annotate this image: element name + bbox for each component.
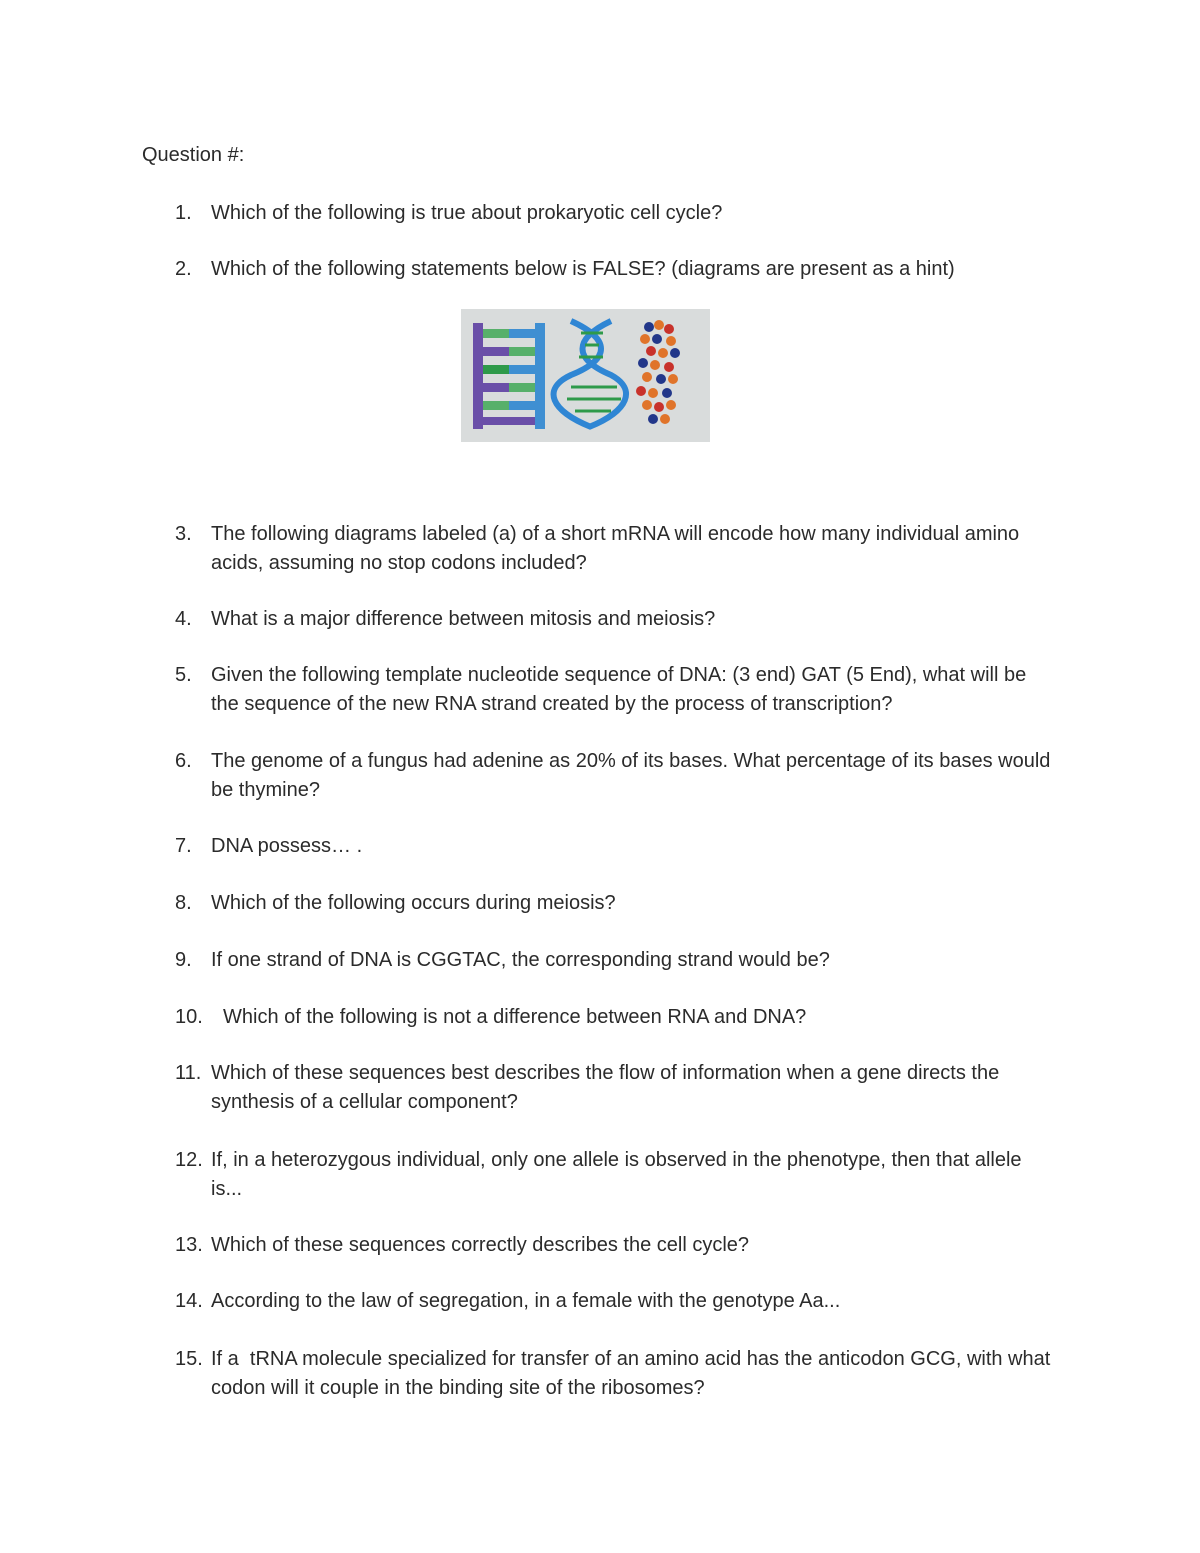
question-8	[175, 889, 1055, 918]
question-text: Given the following template nucleotide sequence of DNA: (3 end) GAT (5 End), what will be the sequence of the new RNA strand created by the process of transcription?	[211, 664, 1032, 715]
question-13	[175, 1231, 1055, 1260]
question-text: Which of these sequences best describes the flow of information when a gene directs the synthesis of a cellular component?	[211, 1062, 1005, 1113]
question-text: Which of the following is not a difference between RNA and DNA?	[223, 1006, 807, 1028]
question-text: If, in a heterozygous individual, only one allele is observed in the phenotype, then that allele is...	[211, 1149, 1028, 1200]
question-text: DNA possess… .	[211, 835, 363, 857]
question-number: 6.	[175, 750, 192, 772]
question-number: 10.	[175, 1006, 203, 1028]
question-text: The genome of a fungus had adenine as 20% of its bases. What percentage of its bases would be thymine?	[211, 750, 1056, 801]
question-2	[175, 255, 1055, 284]
page-heading: Question #:	[142, 144, 245, 166]
question-10	[175, 1003, 1055, 1032]
question-text: According to the law of segregation, in a female with the genotype Aa...	[211, 1290, 841, 1312]
question-number: 13.	[175, 1234, 203, 1256]
question-number: 2.	[175, 258, 192, 280]
question-7	[175, 832, 1055, 861]
question-6	[175, 747, 1055, 804]
question-number: 5.	[175, 664, 192, 686]
question-number: 1.	[175, 202, 192, 224]
question-5	[175, 661, 1055, 718]
question-number: 9.	[175, 949, 192, 971]
question-text: Which of these sequences correctly describes the cell cycle?	[211, 1234, 750, 1256]
question-number: 4.	[175, 608, 192, 630]
question-text: Which of the following statements below is FALSE? (diagrams are present as a hint)	[211, 258, 955, 280]
question-number: 8.	[175, 892, 192, 914]
question-number: 7.	[175, 835, 192, 857]
question-number: 3.	[175, 523, 192, 545]
question-text: Which of the following occurs during meiosis?	[211, 892, 616, 914]
question-15	[175, 1345, 1055, 1402]
question-text: The following diagrams labeled (a) of a short mRNA will encode how many individual amino acids, assuming no stop codons included?	[211, 523, 1025, 574]
dna-models-image	[461, 309, 710, 442]
question-1	[175, 199, 1055, 228]
question-number: 15.	[175, 1348, 203, 1370]
question-number: 11.	[175, 1062, 202, 1084]
question-14	[175, 1287, 1055, 1316]
question-12	[175, 1146, 1055, 1203]
question-number: 12.	[175, 1149, 203, 1171]
question-text: Which of the following is true about prokaryotic cell cycle?	[211, 202, 723, 224]
question-9	[175, 946, 1055, 975]
question-4	[175, 605, 1055, 634]
question-number: 14.	[175, 1290, 203, 1312]
question-text: What is a major difference between mitosis and meiosis?	[211, 608, 716, 630]
question-text: If one strand of DNA is CGGTAC, the corresponding strand would be?	[211, 949, 830, 971]
question-11	[175, 1059, 1055, 1116]
question-3	[175, 520, 1055, 577]
question-text: If a tRNA molecule specialized for transfer of an amino acid has the anticodon GCG, with what codon will it couple in the binding site of the ribosomes?	[211, 1348, 1056, 1399]
